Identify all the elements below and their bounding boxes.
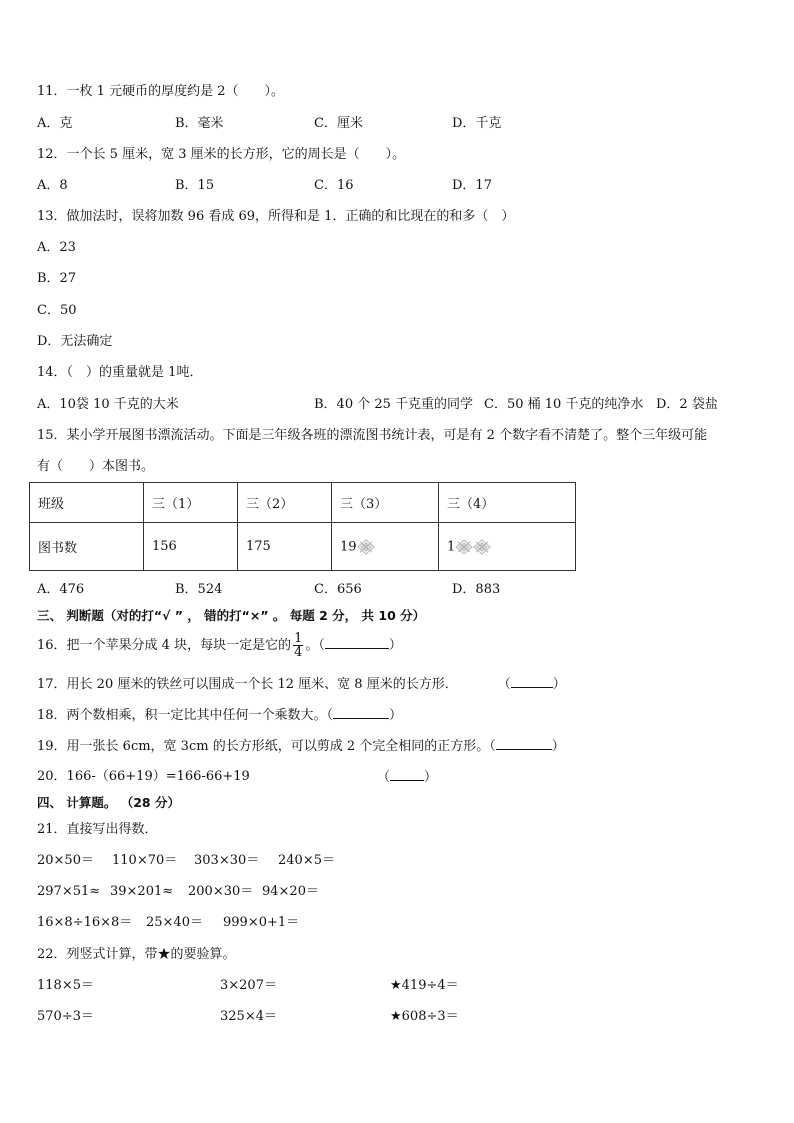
q15-option-a: A．476 [37,582,85,597]
book-stats-table [29,482,576,571]
fraction-one-quarter [293,632,303,659]
q16-paren-close: ） [388,638,402,653]
q17-paren-open: （ [497,677,511,692]
q22-r2-item: 570÷3＝ [37,1009,94,1024]
q21-r2-item: 200×30＝ [188,884,254,899]
q18-answer-blank[interactable] [333,706,389,719]
q20-text: 20．166-（66+19）=166-66+19 [37,769,250,784]
q18 [37,706,402,725]
q19 [37,737,565,756]
q21-r3-item: 16×8÷16×8＝ [37,915,133,930]
q22-r1-item: 118×5＝ [37,978,94,993]
q11-option-c: C．厘米 [314,116,363,131]
section-3-heading: 三、 判断题（对的打“√ ” ， 错的打“×” 。 每题 2 分， 共 10 分） [37,608,426,623]
q17-text: 17．用长 20 厘米的铁丝可以围成一个长 12 厘米、宽 8 厘米的长方形． [37,677,458,692]
q21-r3-item: 999×0+1＝ [223,915,300,930]
table-row-label: 图书数 [30,523,144,571]
q21-r1-item: 110×70＝ [112,853,178,868]
q14-stem: 14．（ ）的重量就是 1吨． [37,365,203,380]
q15-stem-line2: 有（ ）本图书。 [37,459,155,474]
q19-text: 19．用一张长 6cm，宽 3cm 的长方形纸，可以剪成 2 个完全相同的正方形。（ [37,739,496,754]
q21-r2-item: 94×20＝ [262,884,319,899]
table-cell-class-1: 156 [144,523,238,571]
q20-answer-blank[interactable] [390,768,424,781]
q21-r1-item: 20×50＝ [37,853,94,868]
q15-option-b: B．524 [175,582,223,597]
q21-r1-item: 303×30＝ [194,853,260,868]
q11-option-d: D．千克 [452,116,502,131]
q18-paren-close: ） [389,708,403,723]
q12-option-d: D．17 [452,178,492,193]
q14-option-d: D．2 袋盐 [656,397,718,412]
q11-option-a: A．克 [37,116,73,131]
section-4-heading: 四、 计算题。 （28 分） [37,795,180,810]
q12-stem: 12．一个长 5 厘米，宽 3 厘米的长方形，它的周长是（ ）。 [37,147,406,162]
q16-text: 16．把一个苹果分成 4 块，每块一定是它的 [37,638,292,653]
table-cell-class-2: 175 [238,523,332,571]
smudge-icon [455,539,473,555]
q20-paren-close: ） [424,770,438,785]
q21-r3-item: 25×40＝ [146,915,203,930]
q11-stem: 11．一枚 1 元硬币的厚度约是 2（ ）。 [37,84,284,99]
table-header-class: 班级 [30,483,144,523]
q15-option-d: D．883 [452,582,501,597]
q19-paren-close: ） [551,739,565,754]
q21-r2-item: 39×201≈ [110,884,174,899]
q12-option-b: B．15 [175,178,215,193]
q11-option-b: B．毫米 [175,116,224,131]
q22-r2-item: ★608÷3＝ [390,1009,459,1024]
q21-r2-item: 297×51≈ [37,884,101,899]
q20-paren-open: （ [377,770,391,785]
table-header-class-1: 三（1） [144,483,238,523]
q12-option-a: A．8 [37,178,68,193]
q16-paren-open: 。（ [305,638,325,653]
q13-option-c: C．50 [37,303,77,318]
smudge-icon [473,539,491,555]
q13-option-b: B．27 [37,271,77,286]
table-header-class-3: 三（3） [332,483,439,523]
q15-option-c: C．656 [314,582,362,597]
fraction-numerator: 1 [294,631,303,646]
q22-r2-item: 325×4＝ [220,1009,277,1024]
q20-answer [377,768,437,787]
q14-option-a: A．10袋 10 千克的大米 [37,397,179,412]
q14-option-c: C．50 桶 10 千克的纯净水 [484,397,644,412]
q17-paren-close: ） [552,677,566,692]
q12-option-c: C．16 [314,178,354,193]
q13-option-a: A．23 [37,240,76,255]
q16 [37,632,402,660]
q19-answer-blank[interactable] [496,737,552,750]
q17-answer-blank[interactable] [511,675,553,688]
q21-stem: 21．直接写出得数． [37,822,158,837]
table-cell-class-3 [332,523,439,571]
q16-answer-blank[interactable] [325,636,389,649]
q17 [37,675,566,694]
table-cell-class-4-value: 1 [447,539,456,554]
smudge-icon [357,539,375,555]
q21-r1-item: 240×5＝ [278,853,335,868]
table-cell-class-4 [439,523,576,571]
q15-stem-line1: 15．某小学开展图书漂流活动。下面是三年级各班的漂流图书统计表，可是有 2 个数字看不清楚了。整个三年级可能 [37,428,708,443]
fraction-denominator: 4 [294,645,303,660]
q18-text: 18．两个数相乘，积一定比其中任何一个乘数大。（ [37,708,334,723]
q13-stem: 13．做加法时，误将加数 96 看成 69，所得和是 1．正确的和比现在的和多（ ） [37,209,515,224]
q22-stem: 22．列竖式计算，带★的要验算。 [37,947,236,962]
q14-option-b: B．40 个 25 千克重的同学 [314,397,474,412]
q22-r1-item: 3×207＝ [220,978,277,993]
q22-r1-item: ★419÷4＝ [390,978,459,993]
q13-option-d: D．无法确定 [37,334,113,349]
table-header-class-4: 三（4） [439,483,576,523]
table-cell-class-3-value: 19 [340,539,357,554]
table-header-class-2: 三（2） [238,483,332,523]
